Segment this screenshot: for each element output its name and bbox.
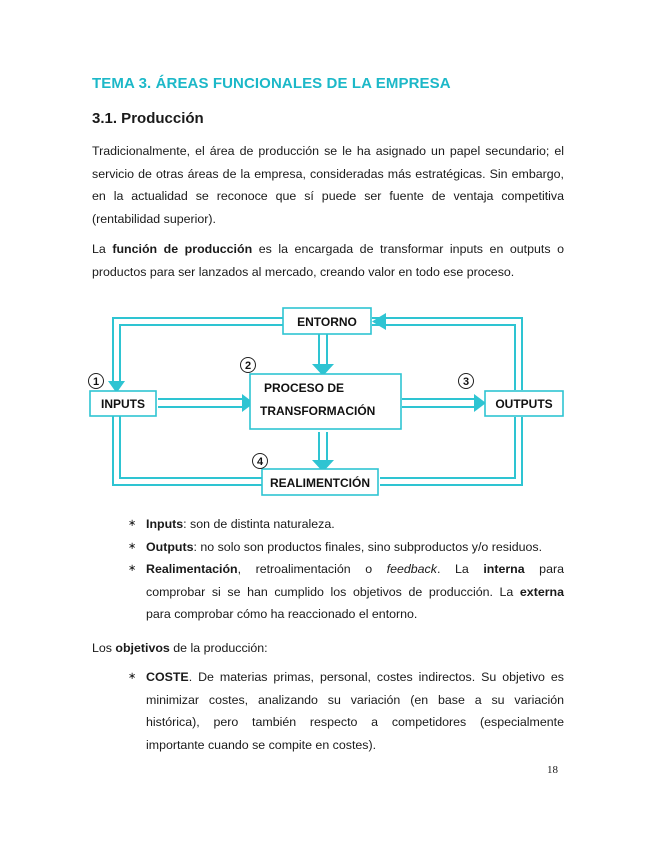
text: comprobar si se han cumplido los objetivos de producción. La xyxy=(146,584,520,599)
list-item xyxy=(92,536,564,559)
list-item xyxy=(92,666,564,756)
list-item-text: importante cuando se compite en costes). xyxy=(146,737,377,752)
list-item xyxy=(92,558,564,626)
page-number: 18 xyxy=(547,764,558,776)
bold-term: objetivos xyxy=(115,641,170,655)
section-heading: 3.1. Producción xyxy=(92,110,204,127)
bold-term: función de producción xyxy=(112,242,253,256)
list-item-text xyxy=(146,666,564,689)
bold-term: interna xyxy=(483,562,525,576)
bullet-star-icon: ∗ xyxy=(128,518,137,529)
number-3: 3 xyxy=(462,376,470,388)
bullet-star-icon: ∗ xyxy=(128,540,137,552)
bullet-star-icon: ∗ xyxy=(128,563,137,574)
bullet-star-icon: ∗ xyxy=(128,671,137,682)
text: La xyxy=(92,242,113,256)
text: es la encargada de transformar inputs en outputs o xyxy=(252,242,564,256)
bold-term: Realimentación xyxy=(146,562,238,576)
paragraph-line: (rentabilidad superior). xyxy=(92,211,216,226)
paragraph-line: Tradicionalmente, el área de producción se le ha asignado un papel secundario; el xyxy=(92,144,564,158)
definitions-list xyxy=(92,513,564,626)
page-title: TEMA 3. ÁREAS FUNCIONALES DE LA EMPRESA xyxy=(92,75,451,92)
number-2: 2 xyxy=(244,360,252,372)
objectives-intro xyxy=(92,637,268,660)
bold-term: Outputs xyxy=(146,539,194,554)
paragraph-line: en la actualidad se reconoce que sí puede ser fuente de ventaja competitiva xyxy=(92,189,564,203)
list-item-text: para comprobar cómo ha reaccionado el entorno. xyxy=(146,607,418,621)
arrow-proceso-outputs xyxy=(402,399,476,407)
text: . De materias primas, personal, costes indirectos. Su objetivo es xyxy=(188,670,564,684)
list-item-text: histórica), pero también respecto a competidores (especialmente xyxy=(146,715,564,729)
text: de la producción: xyxy=(169,641,268,655)
list-item-text xyxy=(146,558,564,581)
bold-term: Inputs xyxy=(146,517,184,531)
realimentacion-label: REALIMENTCIÓN xyxy=(270,476,370,490)
entorno-label: ENTORNO xyxy=(297,315,357,329)
inputs-label: INPUTS xyxy=(100,397,146,411)
bold-term: COSTE xyxy=(146,670,189,684)
text: : son de distinta naturaleza. xyxy=(183,517,335,531)
text: para xyxy=(524,562,564,576)
proceso-label-line2: TRANSFORMACIÓN xyxy=(260,404,376,418)
list-item-text xyxy=(146,536,564,559)
arrowhead-entorno-left xyxy=(372,313,386,330)
outputs-label: OUTPUTS xyxy=(495,397,553,411)
number-1: 1 xyxy=(92,376,100,388)
paragraph-line: productos para ser lanzados al mercado, creando valor en todo ese proceso. xyxy=(92,264,515,279)
feedback-loop-left xyxy=(113,415,262,485)
number-4: 4 xyxy=(256,456,264,468)
paragraph-line: servicio de otras áreas de la empresa, consideradas más estratégicas. Sin embargo, xyxy=(92,166,564,181)
text: , retroalimentación o xyxy=(237,562,387,576)
list-item xyxy=(92,513,564,536)
arrow-proceso-realimentacion xyxy=(319,432,327,462)
text: : no solo son productos finales, sino subproductos y/o residuos. xyxy=(193,539,543,554)
italic-term: feedback xyxy=(386,562,437,576)
list-item-text: minimizar costes, analizando su variación (en base a su variación xyxy=(146,692,564,707)
arrow-entorno-proceso xyxy=(319,332,327,366)
objectives-list xyxy=(92,666,564,756)
text: . La xyxy=(436,562,484,576)
list-item-text xyxy=(146,581,564,604)
list-item-text xyxy=(146,513,564,536)
text: Los xyxy=(92,641,116,655)
bold-term: externa xyxy=(519,584,564,599)
arrow-inputs-proceso xyxy=(158,399,244,407)
proceso-label-line1: PROCESO DE xyxy=(264,381,345,395)
